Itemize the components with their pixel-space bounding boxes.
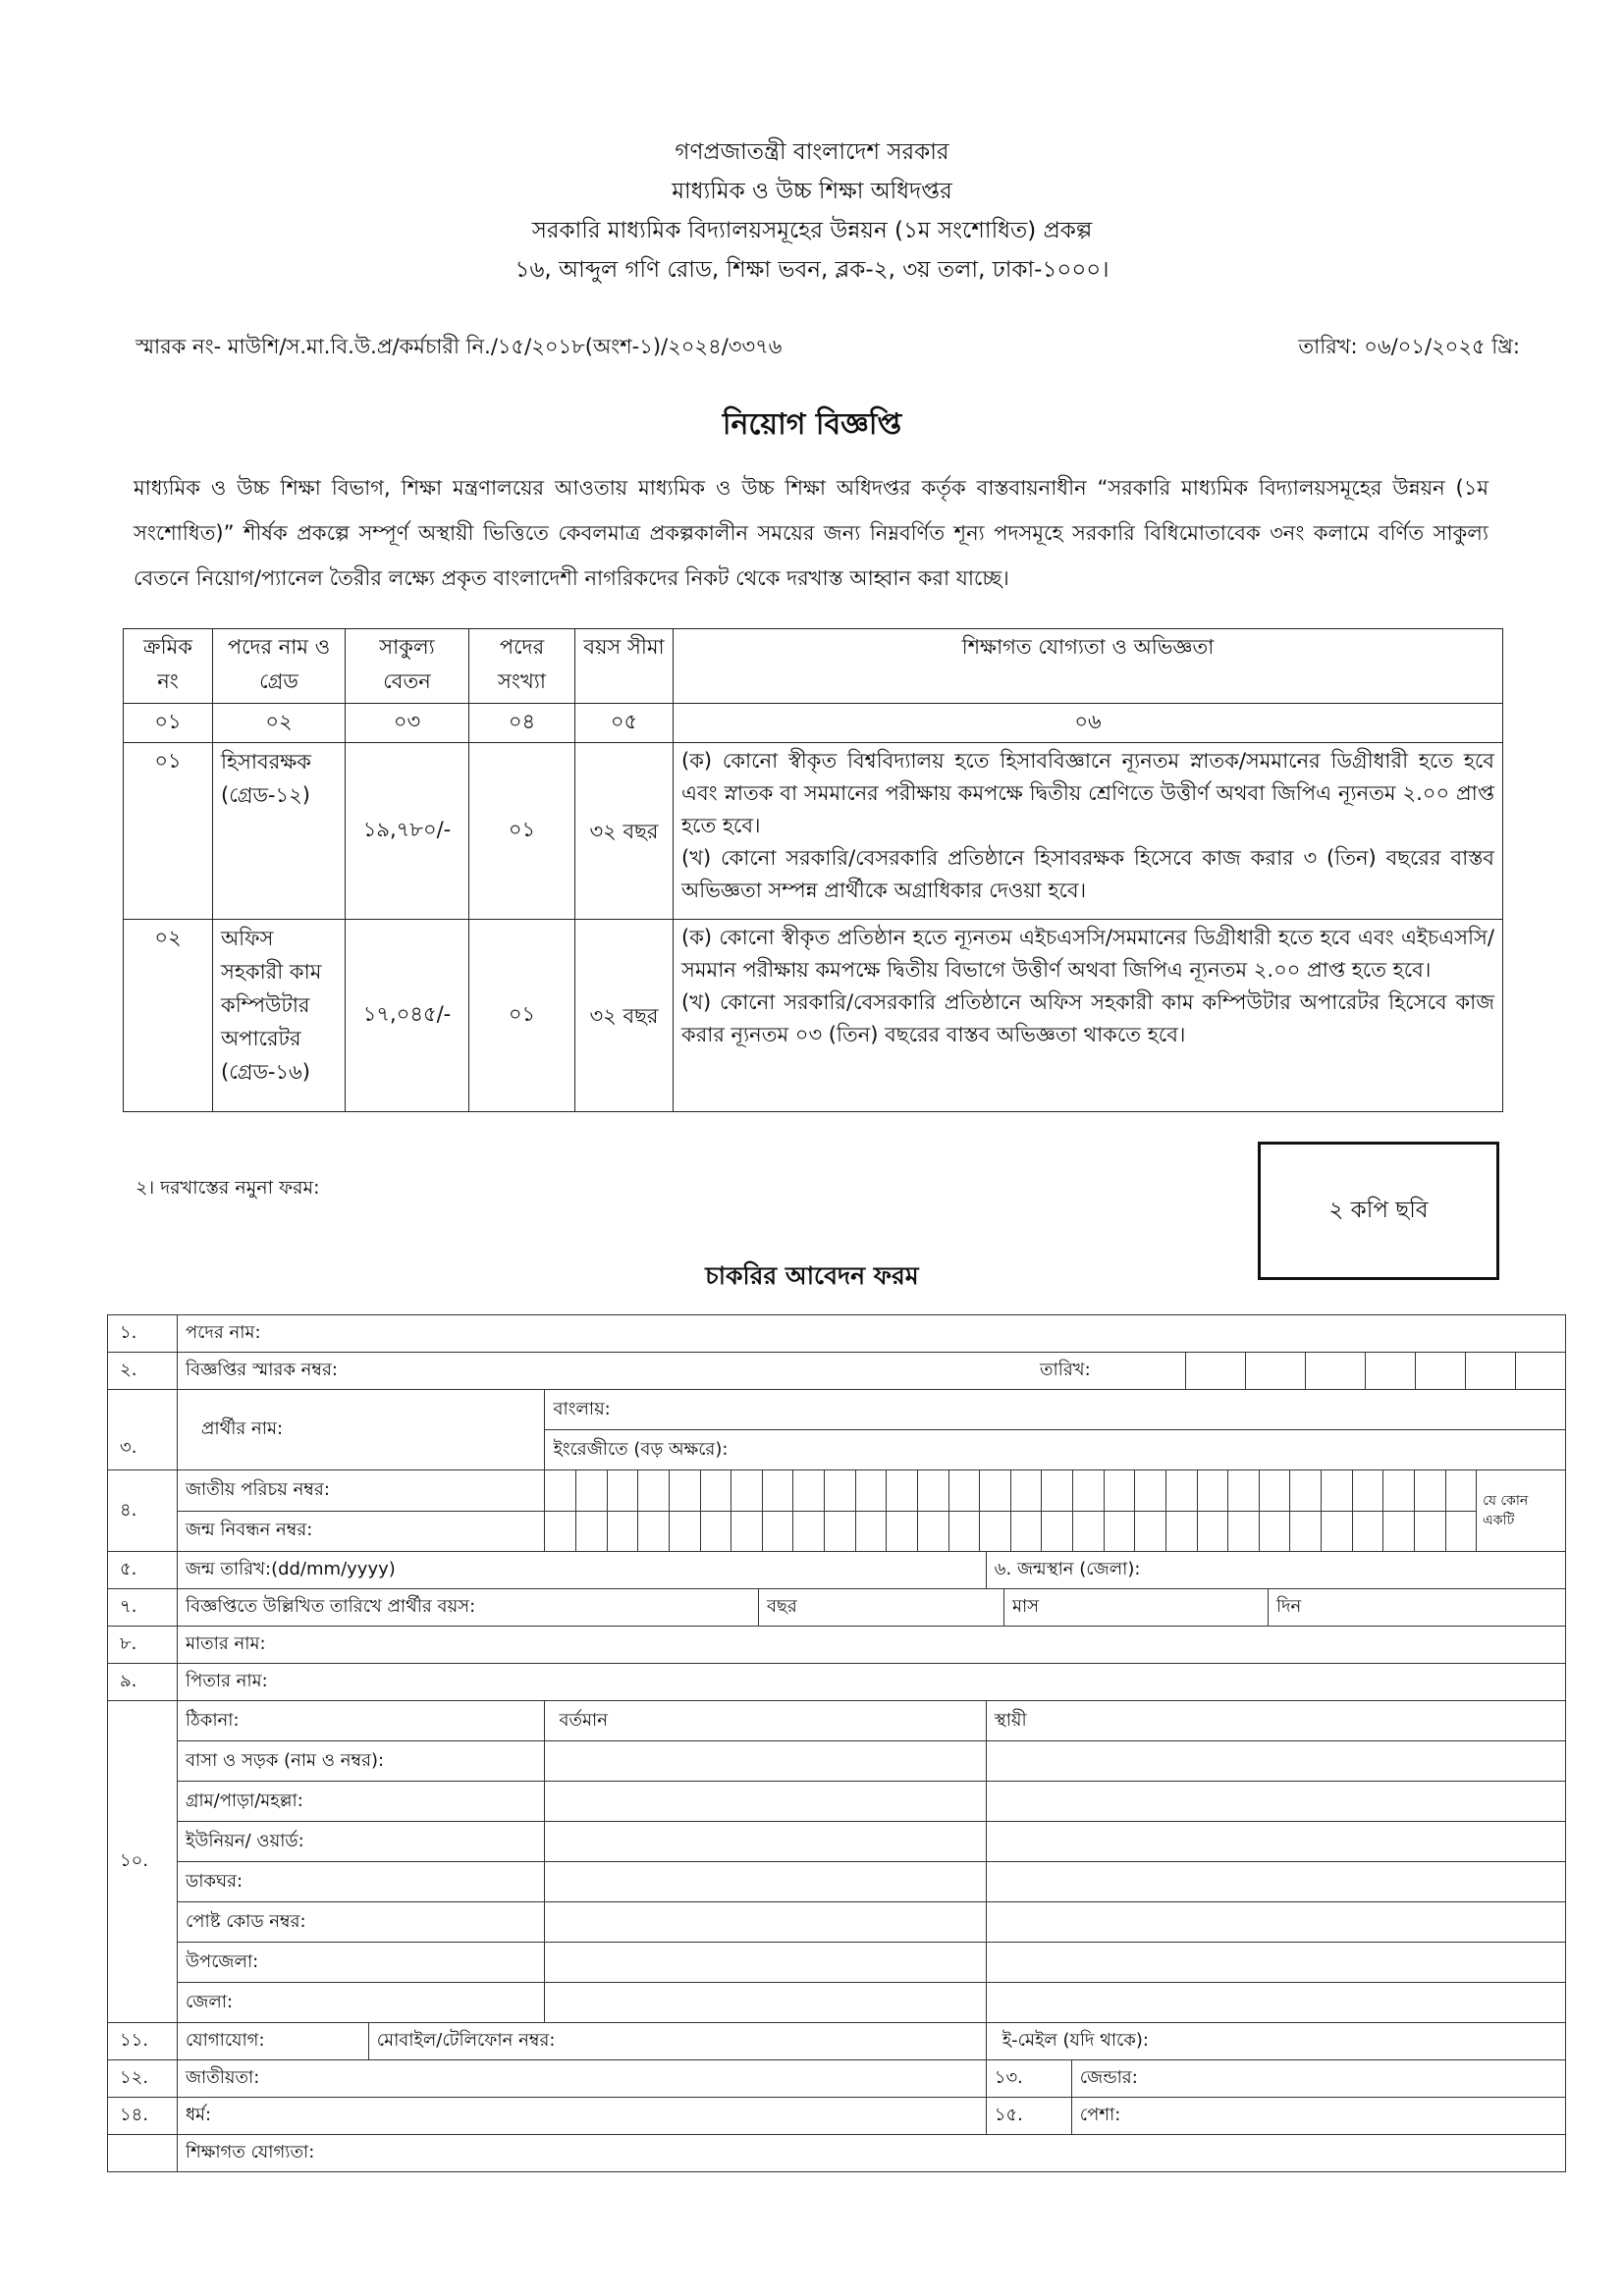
birthreg-digit-box[interactable] <box>1073 1511 1105 1551</box>
birthreg-digit-box[interactable] <box>793 1511 825 1551</box>
office-address: ১৬, আব্দুল গণি রোড, শিক্ষা ভবন, ব্লক-২, ৩য় তলা, ঢাকা-১০০০। <box>514 257 1110 283</box>
nid-digit-box[interactable] <box>1383 1470 1415 1511</box>
memo-date: তারিখ: ০৬/০১/২০২৫ খ্রি: <box>1298 335 1520 358</box>
birthreg-digit-box[interactable] <box>576 1511 608 1551</box>
birthreg-digit-box[interactable] <box>917 1511 948 1551</box>
requirement-b: (খ) কোনো সরকারি/বেসরকারি প্রতিষ্ঠানে অফিস সহকারী কাম কম্পিউটার অপারেটর হিসেবে কাজ করার ন্যূনতম ০৩ (তিন) বছরের বাস্তব অভিজ্ঞতা থাকতে হবে। <box>681 990 1494 1046</box>
either-note: যে কোন একটি <box>1477 1470 1565 1551</box>
permanent-postoffice-field[interactable] <box>986 1862 1565 1902</box>
govt-name: গণপ্রজাতন্ত্রী বাংলাদেশ সরকার <box>675 139 949 165</box>
form-row-religion: ১৪. ধর্ম: ১৫. পেশা: <box>108 2098 1566 2135</box>
memo-number: স্মারক নং- মাউশি/স.মা.বি.উ.প্র/কর্মচারী নি./১৫/২০১৮(অংশ-১)/২০২৪/৩৩৭৬ <box>135 335 783 358</box>
row-salary: ১৯,৭৮০/- <box>346 743 469 920</box>
form-title: চাকরির আবেদন ফরম <box>705 1261 919 1290</box>
present-village-field[interactable] <box>545 1782 986 1822</box>
address-field-label: উপজেলা: <box>177 1943 545 1983</box>
page-title: নিয়োগ বিজ্ঞপ্তি <box>722 407 902 442</box>
nationality-field[interactable]: জাতীয়তা: <box>177 2060 986 2098</box>
form-row-nationality: ১২. জাতীয়তা: ১৩. জেন্ডার: <box>108 2060 1566 2098</box>
birthreg-digit-box[interactable] <box>1414 1511 1445 1551</box>
directorate-name: মাধ্যমিক ও উচ্চ শিক্ষা অধিদপ্তর <box>672 179 952 204</box>
row-count: ০১ <box>469 743 575 920</box>
date-box[interactable] <box>1366 1353 1416 1389</box>
photo-box-label: ২ কপি ছবি <box>1328 1198 1429 1223</box>
header-age: বয়স সীমা <box>575 629 674 704</box>
permanent-address-header: স্থায়ী <box>986 1701 1565 1741</box>
date-box[interactable] <box>1416 1353 1466 1389</box>
permanent-union-field[interactable] <box>986 1822 1565 1862</box>
age-years-field[interactable]: বছর <box>758 1589 1003 1626</box>
form-row-mother: ৮. মাতার নাম: <box>108 1627 1566 1664</box>
nid-digit-box[interactable] <box>793 1470 825 1511</box>
nid-digit-box[interactable] <box>607 1470 638 1511</box>
nid-digit-box[interactable] <box>731 1470 763 1511</box>
birthreg-digit-box[interactable] <box>1322 1511 1353 1551</box>
address-field-label: জেলা: <box>177 1983 545 2023</box>
birthreg-digit-box[interactable] <box>1104 1511 1135 1551</box>
row-requirements <box>674 920 1503 1112</box>
name-english-field[interactable]: ইংরেজীতে (বড় অক্ষরে): <box>545 1430 1566 1470</box>
address-field-label: গ্রাম/পাড়া/মহল্লা: <box>177 1782 545 1822</box>
religion-field[interactable]: ধর্ম: <box>177 2098 986 2135</box>
present-postoffice-field[interactable] <box>545 1862 986 1902</box>
row-count: ০১ <box>469 920 575 1112</box>
nid-digit-box[interactable] <box>1228 1470 1260 1511</box>
nid-digit-box[interactable] <box>1165 1470 1197 1511</box>
table-row <box>124 920 1503 1112</box>
birthreg-digit-box[interactable] <box>700 1511 731 1551</box>
colnum: ০৪ <box>469 704 575 743</box>
age-days-field[interactable]: দিন <box>1275 1596 1302 1617</box>
colnum: ০১ <box>124 704 213 743</box>
nid-digit-box[interactable] <box>762 1470 793 1511</box>
nid-digit-box[interactable] <box>576 1470 608 1511</box>
colnum: ০৩ <box>346 704 469 743</box>
project-name: সরকারি মাধ্যমিক বিদ্যালয়সমূহের উন্নয়ন (১ম সংশোধিত) প্রকল্প <box>531 218 1093 243</box>
row-serial: ০১ <box>124 743 213 920</box>
present-district-field[interactable] <box>545 1983 986 2023</box>
nid-digit-box[interactable] <box>1197 1470 1228 1511</box>
contact-label: যোগাযোগ: <box>177 2023 368 2060</box>
table-row <box>124 743 1503 920</box>
form-row-id: ৪. জাতীয় পরিচয় নম্বর: যে কোন একটি <box>108 1470 1566 1512</box>
form-row-education <box>108 2135 1566 2172</box>
row-salary: ১৭,০৪৫/- <box>346 920 469 1112</box>
nid-digit-box[interactable] <box>855 1470 887 1511</box>
colnum: ০৫ <box>575 704 674 743</box>
birthreg-digit-box[interactable] <box>1352 1511 1383 1551</box>
job-table-header <box>124 629 1503 704</box>
colnum: ০২ <box>213 704 346 743</box>
job-table-colnum-row <box>124 704 1503 743</box>
row-age: ৩২ বছর <box>575 920 674 1112</box>
permanent-house-field[interactable] <box>986 1741 1565 1782</box>
birthreg-digit-box[interactable] <box>948 1511 980 1551</box>
birthreg-digit-box[interactable] <box>1197 1511 1228 1551</box>
address-field-label: পোষ্ট কোড নম্বর: <box>177 1902 545 1943</box>
nid-digit-box[interactable] <box>1259 1470 1290 1511</box>
permanent-postcode-field[interactable] <box>986 1902 1565 1943</box>
address-field-label: ইউনিয়ন/ ওয়ার্ড: <box>177 1822 545 1862</box>
birthreg-digit-box[interactable] <box>825 1511 856 1551</box>
candidate-name-label: প্রার্থীর নাম: <box>177 1390 545 1470</box>
birthreg-digit-box[interactable] <box>731 1511 763 1551</box>
birthreg-digit-box[interactable] <box>1010 1511 1042 1551</box>
header-requirements: শিক্ষাগত যোগ্যতা ও অভিজ্ঞতা <box>674 629 1503 704</box>
date-box[interactable] <box>1246 1353 1306 1389</box>
form-row-memo: ২. বিজ্ঞপ্তির স্মারক নম্বর: তারিখ: <box>108 1353 1566 1390</box>
nid-digit-box[interactable] <box>1042 1470 1073 1511</box>
application-form <box>107 1314 1566 2172</box>
address-label: ঠিকানা: <box>177 1701 545 1741</box>
nid-digit-box[interactable] <box>1104 1470 1135 1511</box>
header-post: পদের নাম ও গ্রেড <box>213 629 346 704</box>
birthreg-digit-box[interactable] <box>1165 1511 1197 1551</box>
date-box[interactable] <box>1186 1353 1246 1389</box>
age-months-field[interactable]: মাস <box>1003 1589 1268 1626</box>
nid-digit-box[interactable] <box>669 1470 700 1511</box>
nid-digit-box[interactable] <box>887 1470 918 1511</box>
present-house-field[interactable] <box>545 1741 986 1782</box>
intro-paragraph: মাধ্যমিক ও উচ্চ শিক্ষা বিভাগ, শিক্ষা মন্ত্রণালয়ের আওতায় মাধ্যমিক ও উচ্চ শিক্ষা অধিদপ্তর কর্তৃক বাস্তবায়নাধীন “সরকারি মাধ্যমিক বিদ্যালয়সমূহের উন্নয়ন (১ম সংশোধিত)” শীর্ষক প্রকল্পে সম্পূর্ণ অস্থায়ী ভিত্তিতে কেবলমাত্র প্রকল্পকালীন সময়ের জন্য নিম্নবর্ণিত শূন্য পদসমূহে সরকারি বিধিমোতাবেক ৩নং কলামে বর্ণিত সাকুল্য বেতনে নিয়োগ/প্যানেল তৈরীর লক্ষ্যে প্রকৃত বাংলাদেশী নাগরিকদের নিকট থেকে দরখাস্ত আহ্বান করা যাচ্ছে। <box>134 476 1489 590</box>
requirement-a: (ক) কোনো স্বীকৃত বিশ্ববিদ্যালয় হতে হিসাববিজ্ঞানে ন্যূনতম স্নাতক/সমমানের ডিগ্রীধারী হতে হবে এবং স্নাতক বা সমমানের পরীক্ষায় কমপক্ষে দ্বিতীয় শ্রেণিতে উত্তীর্ণ অথবা জিপিএ ন্যূনতম ২.০০ প্রাপ্ত হতে হবে। <box>681 749 1494 837</box>
date-label: তারিখ: <box>1040 1360 1091 1380</box>
nid-digit-box[interactable] <box>917 1470 948 1511</box>
header-salary: সাকুল্য বেতন <box>346 629 469 704</box>
nid-digit-box[interactable] <box>980 1470 1011 1511</box>
nid-digit-box[interactable] <box>1290 1470 1322 1511</box>
email-field[interactable]: ই-মেইল (যদি থাকে): <box>986 2023 1565 2060</box>
birthreg-digit-box[interactable] <box>1290 1511 1322 1551</box>
mobile-field[interactable]: মোবাইল/টেলিফোন নম্বর: <box>368 2023 986 2060</box>
date-box[interactable] <box>1306 1353 1366 1389</box>
sample-form-label: ২। দরখাস্তের নমুনা ফরম: <box>135 1177 320 1199</box>
birthreg-digit-box[interactable] <box>1445 1511 1477 1551</box>
present-upazila-field[interactable] <box>545 1943 986 1983</box>
birthreg-digit-box[interactable] <box>980 1511 1011 1551</box>
requirement-b: (খ) কোনো সরকারি/বেসরকারি প্রতিষ্ঠানে হিসাবরক্ষক হিসেবে কাজ করার ৩ (তিন) বছরের বাস্তব অভিজ্ঞতা সম্পন্ন প্রার্থীকে অগ্রাধিকার দেওয়া হবে। <box>681 846 1494 902</box>
nid-digit-box[interactable] <box>1322 1470 1353 1511</box>
age-label: বিজ্ঞপ্তিতে উল্লিখিত তারিখে প্রার্থীর বয়স: <box>178 1589 759 1626</box>
nid-digit-box[interactable] <box>638 1470 670 1511</box>
address-field-label: ডাকঘর: <box>177 1862 545 1902</box>
name-bangla-field[interactable]: বাংলায়: <box>545 1390 1566 1430</box>
nid-digit-box[interactable] <box>1073 1470 1105 1511</box>
birthreg-digit-box[interactable] <box>1383 1511 1415 1551</box>
present-union-field[interactable] <box>545 1822 986 1862</box>
birth-reg-label: জন্ম নিবন্ধন নম্বর: <box>177 1511 545 1552</box>
birthreg-digit-box[interactable] <box>1228 1511 1260 1551</box>
form-row-dob: ৫. জন্ম তারিখ:(dd/mm/yyyy) ৬. জন্মস্থান (জেলা): <box>108 1552 1566 1589</box>
form-row-age: ৭. বিজ্ঞপ্তিতে উল্লিখিত তারিখে প্রার্থীর বয়স: বছর মাস দিন <box>108 1589 1566 1627</box>
birthreg-digit-box[interactable] <box>638 1511 670 1551</box>
form-row-address: ১০. ঠিকানা: বর্তমান স্থায়ী <box>108 1701 1566 1741</box>
birthreg-digit-box[interactable] <box>1259 1511 1290 1551</box>
form-row-candidate-name: ৩. প্রার্থীর নাম: বাংলায়: <box>108 1390 1566 1430</box>
job-table <box>123 628 1503 1112</box>
birthreg-digit-box[interactable] <box>545 1511 575 1551</box>
present-address-header: বর্তমান <box>545 1701 986 1741</box>
father-name-field[interactable]: পিতার নাম: <box>177 1664 1565 1701</box>
gender-field[interactable]: জেন্ডার: <box>1079 2067 1138 2088</box>
occupation-field[interactable]: পেশা: <box>1079 2105 1121 2125</box>
permanent-district-field[interactable] <box>986 1983 1565 2023</box>
header-serial: ক্রমিক নং <box>124 629 213 704</box>
nid-digit-box[interactable] <box>825 1470 856 1511</box>
post-name-label: পদের নাম: <box>185 1322 261 1343</box>
memo-number-field[interactable]: বিজ্ঞপ্তির স্মারক নম্বর: <box>185 1360 338 1380</box>
date-box[interactable] <box>1516 1353 1566 1389</box>
row-age: ৩২ বছর <box>575 743 674 920</box>
dob-field[interactable]: জন্ম তারিখ:(dd/mm/yyyy) <box>177 1552 986 1589</box>
birthreg-digit-box[interactable] <box>887 1511 918 1551</box>
form-row-post-name: ১. পদের নাম: <box>108 1315 1566 1353</box>
colnum: ০৬ <box>674 704 1503 743</box>
form-row-father: ৯. পিতার নাম: <box>108 1664 1566 1701</box>
nid-digit-box[interactable] <box>1445 1470 1477 1511</box>
mother-name-field[interactable]: মাতার নাম: <box>177 1627 1565 1664</box>
birthreg-digit-box[interactable] <box>1042 1511 1073 1551</box>
header-count: পদের সংখ্যা <box>469 629 575 704</box>
nid-label: জাতীয় পরিচয় নম্বর: <box>177 1470 545 1512</box>
birthreg-digit-box[interactable] <box>762 1511 793 1551</box>
birthreg-digit-box[interactable] <box>607 1511 638 1551</box>
permanent-upazila-field[interactable] <box>986 1943 1565 1983</box>
present-postcode-field[interactable] <box>545 1902 986 1943</box>
date-box[interactable] <box>1466 1353 1516 1389</box>
nid-digit-box[interactable] <box>1010 1470 1042 1511</box>
nid-digit-box[interactable] <box>545 1470 575 1511</box>
form-row-contact: ১১. যোগাযোগ: মোবাইল/টেলিফোন নম্বর: ই-মেইল (যদি থাকে): <box>108 2023 1566 2060</box>
birthreg-digit-box[interactable] <box>855 1511 887 1551</box>
row-post: অফিস সহকারী কাম কম্পিউটার অপারেটর (গ্রেড-১৬) <box>213 920 346 1112</box>
nid-digit-box[interactable] <box>1135 1470 1166 1511</box>
requirement-a: (ক) কোনো স্বীকৃত প্রতিষ্ঠান হতে ন্যূনতম এইচএসসি/সমমানের ডিগ্রীধারী হতে হবে এবং এইচএসসি/সমমান পরীক্ষায় কমপক্ষে দ্বিতীয় বিভাগে উত্তীর্ণ অথবা জিপিএ ন্যূনতম ২.০০ প্রাপ্ত হতে হবে। <box>681 926 1494 982</box>
nid-digit-box[interactable] <box>1352 1470 1383 1511</box>
nid-digit-box[interactable] <box>1414 1470 1445 1511</box>
row-post: হিসাবরক্ষক (গ্রেড-১২) <box>213 743 346 920</box>
permanent-village-field[interactable] <box>986 1782 1565 1822</box>
education-field[interactable]: শিক্ষাগত যোগ্যতা: <box>177 2135 1565 2172</box>
row-serial: ০২ <box>124 920 213 1112</box>
birthplace-field[interactable]: ৬. জন্মস্থান (জেলা): <box>986 1552 1565 1589</box>
row-requirements <box>674 743 1503 920</box>
birthreg-digit-box[interactable] <box>669 1511 700 1551</box>
birthreg-digit-box[interactable] <box>1135 1511 1166 1551</box>
nid-digit-box[interactable] <box>700 1470 731 1511</box>
nid-digit-box[interactable] <box>948 1470 980 1511</box>
address-field-label: বাসা ও সড়ক (নাম ও নম্বর): <box>177 1741 545 1782</box>
